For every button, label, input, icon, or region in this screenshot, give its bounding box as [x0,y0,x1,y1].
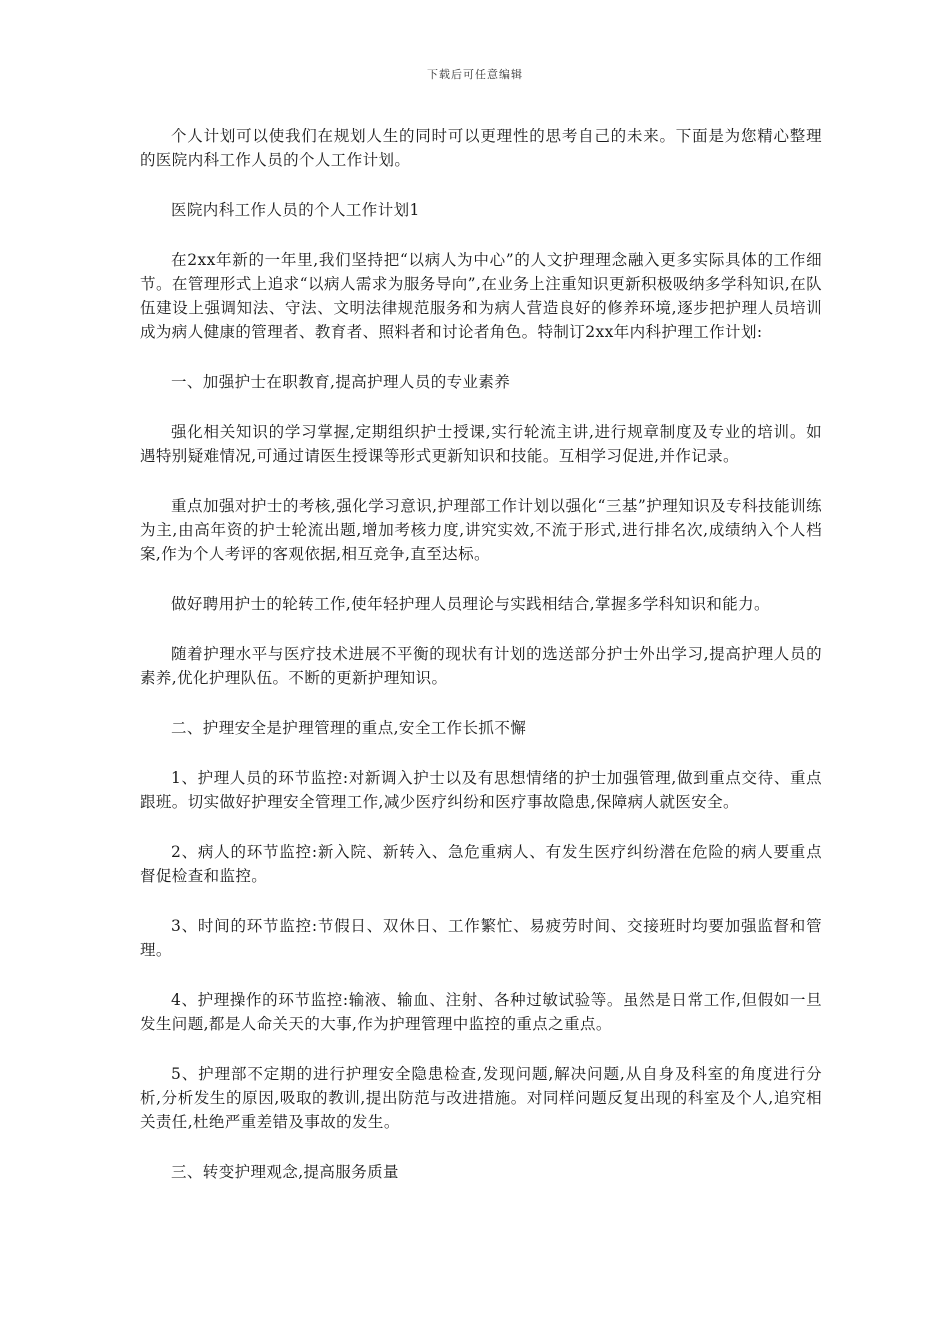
body-paragraph: 重点加强对护士的考核,强化学习意识,护理部工作计划以强化“三基”护理知识及专科技能训练为主,由高年资的护士轮流出题,增加考核力度,讲究实效,不流于形式,进行排名次,成绩纳入个人档案,作为个人考评的客观依据,相互竞争,直至达标。 [140,497,822,563]
plan-overview-paragraph: 在2xx年新的一年里,我们坚持把“以病人为中心”的人文护理理念融入更多实际具体的工作细节。在管理形式上追求“以病人需求为服务导向”,在业务上注重知识更新积极吸纳多学科知识,在队伍建设上强调知法、守法、文明法律规范服务和为病人营造良好的修养环境,逐步把护理人员培训成为病人健康的管理者、教育者、照料者和讨论者角色。特制订2xx年内科护理工作计划: [140,251,822,341]
body-paragraph: 强化相关知识的学习掌握,定期组织护士授课,实行轮流主讲,进行规章制度及专业的培训。如遇特别疑难情况,可通过请医生授课等形式更新知识和技能。互相学习促进,并作记录。 [140,423,822,465]
list-item-paragraph: 3、时间的环节监控:节假日、双休日、工作繁忙、易疲劳时间、交接班时均要加强监督和管理。 [140,917,822,959]
list-item-paragraph: 1、护理人员的环节监控:对新调入护士以及有思想情绪的护士加强管理,做到重点交待、重点跟班。切实做好护理安全管理工作,减少医疗纠纷和医疗事故隐患,保障病人就医安全。 [140,769,822,811]
section-heading-1: 一、加强护士在职教育,提高护理人员的专业素养 [171,373,511,391]
list-item-paragraph: 5、护理部不定期的进行护理安全隐患检查,发现问题,解决问题,从自身及科室的角度进行分析,分析发生的原因,吸取的教训,提出防范与改进措施。对同样问题反复出现的科室及个人,追究相关责任,杜绝严重差错及事故的发生。 [140,1065,822,1131]
page-header-note: 下载后可任意编辑 [427,68,523,81]
body-paragraph: 做好聘用护士的轮转工作,使年轻护理人员理论与实践相结合,掌握多学科知识和能力。 [171,595,770,613]
body-paragraph: 随着护理水平与医疗技术进展不平衡的现状有计划的选送部分护士外出学习,提高护理人员的素养,优化护理队伍。不断的更新护理知识。 [140,645,822,687]
list-item-paragraph: 2、病人的环节监控:新入院、新转入、急危重病人、有发生医疗纠纷潜在危险的病人要重点督促检查和监控。 [140,843,822,885]
intro-paragraph: 个人计划可以使我们在规划人生的同时可以更理性的思考自己的未来。下面是为您精心整理的医院内科工作人员的个人工作计划。 [140,127,822,169]
section-heading-2: 二、护理安全是护理管理的重点,安全工作长抓不懈 [171,719,527,737]
list-item-paragraph: 4、护理操作的环节监控:输液、输血、注射、各种过敏试验等。虽然是日常工作,但假如一旦发生问题,都是人命关天的大事,作为护理管理中监控的重点之重点。 [140,991,822,1033]
section-heading-3: 三、转变护理观念,提高服务质量 [171,1163,399,1181]
document-body [140,124,822,1210]
plan-title: 医院内科工作人员的个人工作计划1 [171,201,420,219]
